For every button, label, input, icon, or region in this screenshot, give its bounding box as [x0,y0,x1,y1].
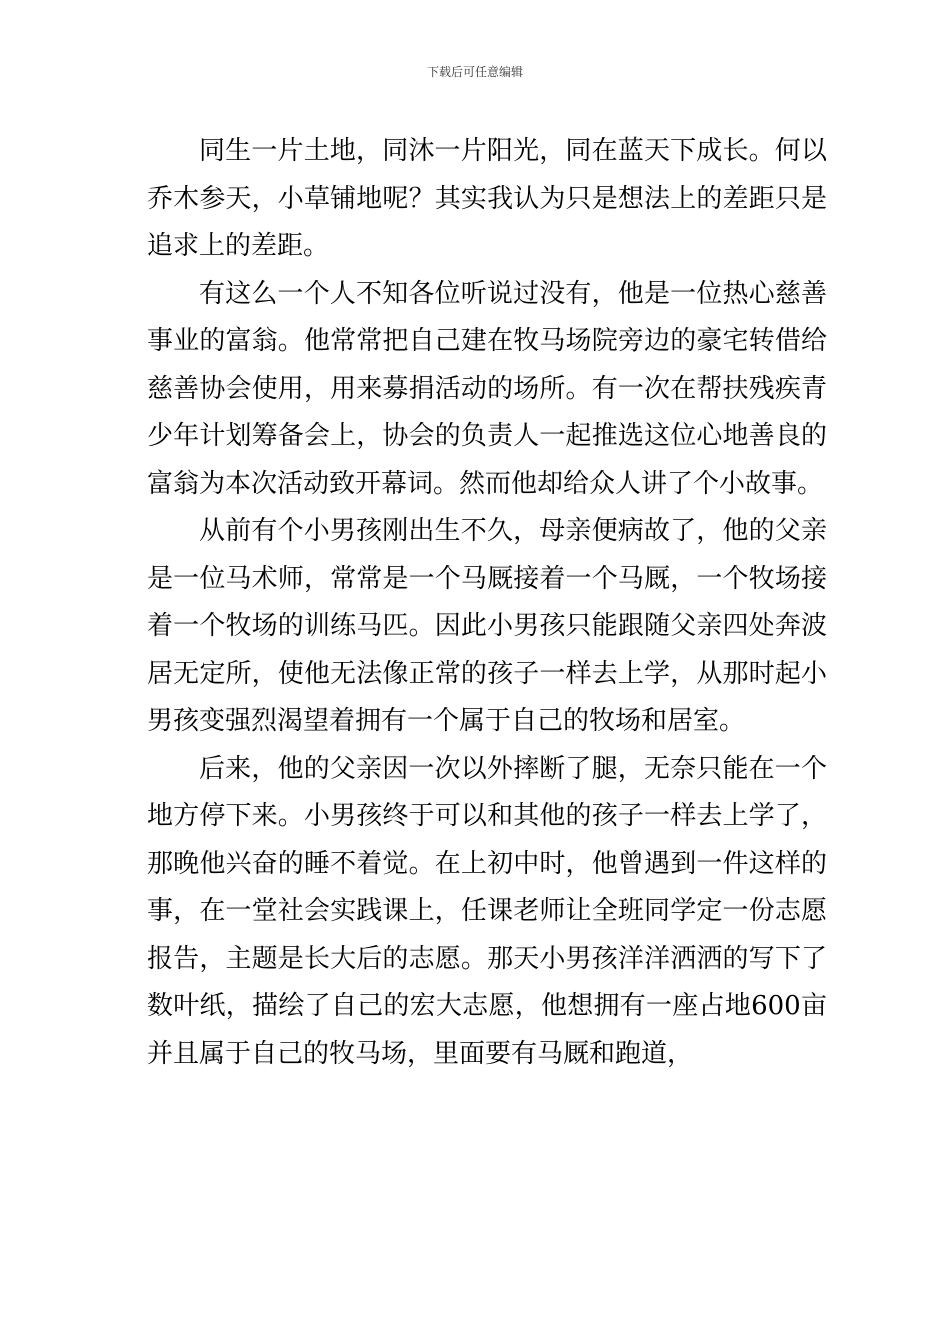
page-header-note: 下载后可任意编辑 [426,65,523,79]
document-body [147,128,827,1078]
paragraph-2: 有这么一个人不知各位听说过没有，他是一位热心慈善事业的富翁。他常常把自己建在牧马场院旁边的豪宅转借给慈善协会使用，用来募捐活动的场所。有一次在帮扶残疾青少年计划筹备会上，协会的负责人一起推选这位心地善良的富翁为本次活动致开幕词。然而他却给众人讲了个小故事。 [147,278,827,499]
paragraph-1: 同生一片土地，同沐一片阳光，同在蓝天下成长。何以乔木参天，小草铺地呢？其实我认为只是想法上的差距只是追求上的差距。 [147,136,827,261]
paragraph-4: 后来，他的父亲因一次以外摔断了腿，无奈只能在一个地方停下来。小男孩终于可以和其他的孩子一样去上学了，那晚他兴奋的睡不着觉。在上初中时，他曾遇到一件这样的事，在一堂社会实践课上，任课老师让全班同学定一份志愿报告，主题是长大后的志愿。那天小男孩洋洋洒洒的写下了数叶纸，描绘了自己的宏大志愿，他想拥有一座占地600亩并且属于自己的牧马场，里面要有马厩和跑道， [147,753,827,1069]
paragraph-3: 从前有个小男孩刚出生不久，母亲便病故了，他的父亲是一位马术师，常常是一个马厩接着一个马厩，一个牧场接着一个牧场的训练马匹。因此小男孩只能跟随父亲四处奔波居无定所，使他无法像正常的孩子一样去上学，从那时起小男孩变强烈渴望着拥有一个属于自己的牧场和居室。 [147,516,827,736]
